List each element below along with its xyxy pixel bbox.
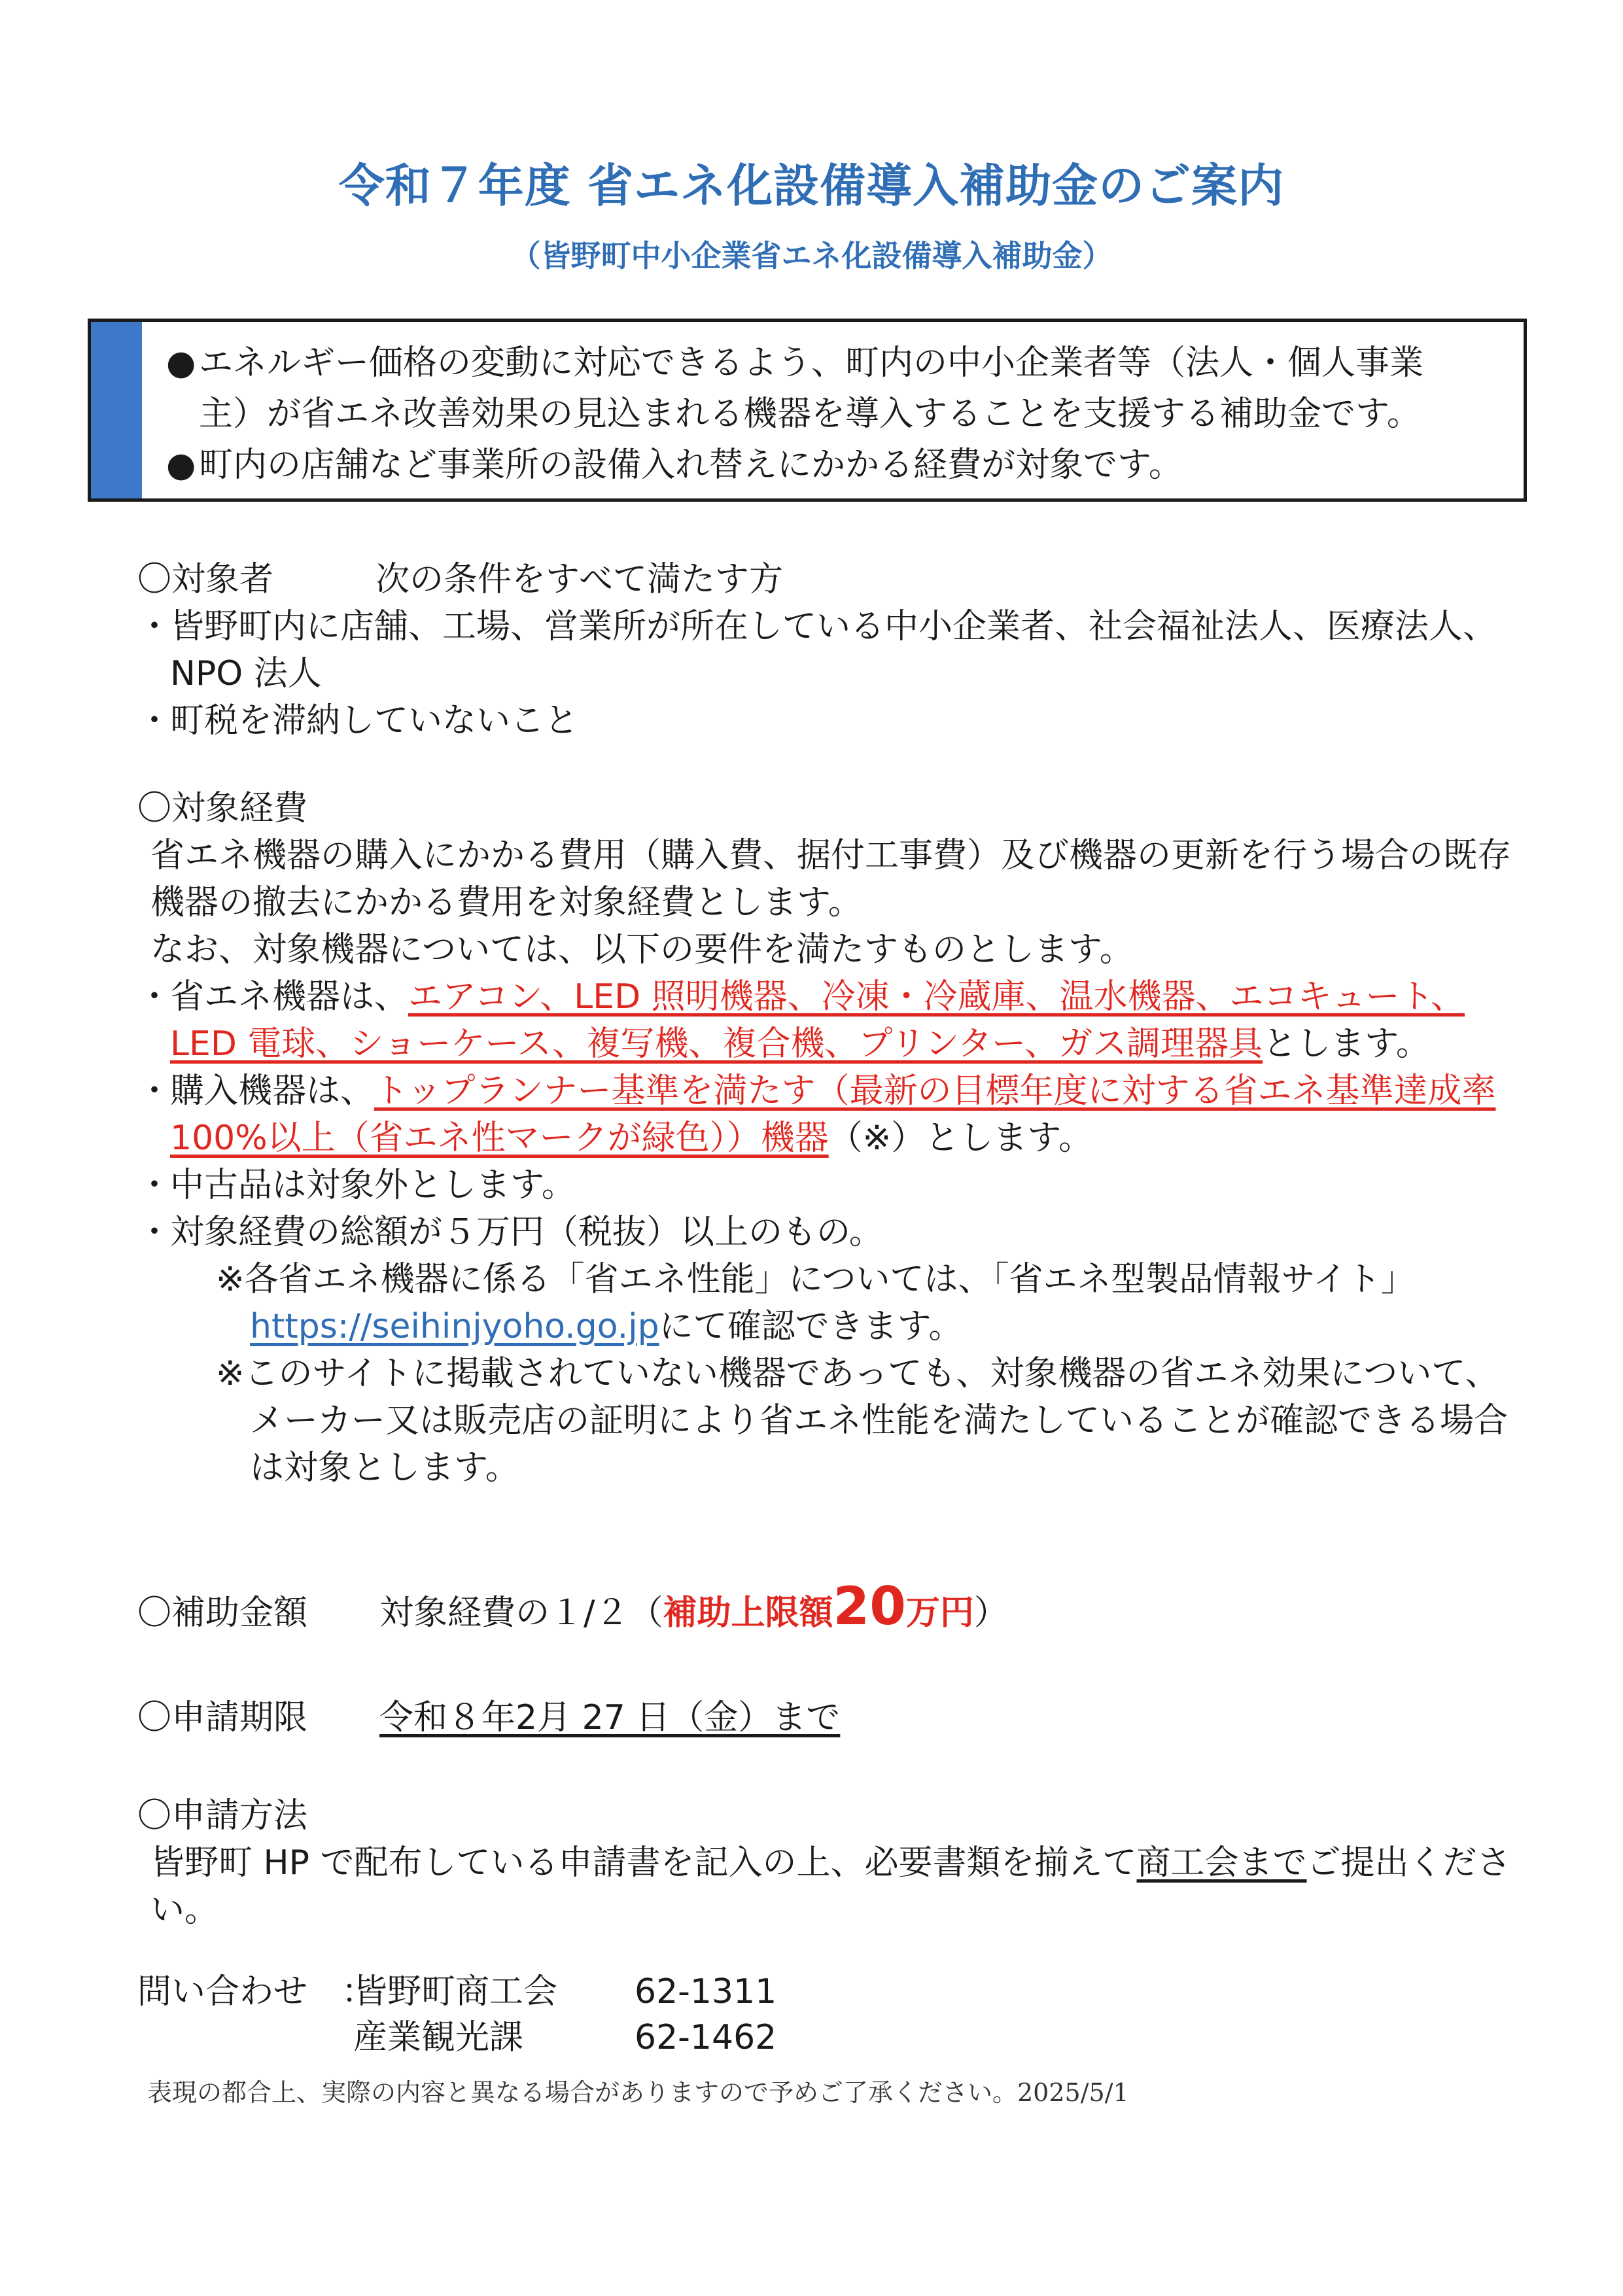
list-item: ・ 皆野町内に店舗、工場、営業所が所在している中小企業者、社会福祉法人、医療法人、NPO 法人: [137, 607, 1497, 693]
bullet-icon: ●: [166, 343, 196, 383]
method-heading: 〇申請方法: [137, 1796, 308, 1835]
amount-section: 〇補助金額 対象経費の１/２（補助上限額20万円）: [137, 1576, 1008, 1637]
phone-number: 62-1311: [635, 1972, 777, 2011]
deadline-value: 令和８年2月 27 日（金）まで: [379, 1698, 841, 1737]
toprunner-highlight: トップランナー基準を満たす（最新の目標年度に対する省エネ基準達成率 100%以上（省エネ性マークが緑色））機器: [170, 1071, 1496, 1158]
page-title: 令和７年度 省エネ化設備導入補助金のご案内: [338, 159, 1285, 213]
product-info-site-link[interactable]: https://seihinjyoho.go.jp: [250, 1307, 659, 1346]
contact-row: 問い合わせ ： 皆野町商工会 62-1311: [137, 1969, 777, 2015]
chamber-of-commerce-underline: 商工会まで: [1136, 1843, 1307, 1883]
contact-section: [137, 1969, 777, 2061]
summary-line-1: ● エネルギー価格の変動に対応できるよう、町内の中小企業者等（法人・個人事業: [166, 338, 1504, 389]
page-subtitle: （皆野町中小企業省エネ化設備導入補助金）: [510, 238, 1113, 273]
summary-box: [88, 319, 1527, 502]
target-section: [137, 556, 1511, 744]
list-item: ・ 中古品は対象外とします。: [137, 1166, 576, 1205]
method-section: 〇申請方法 皆野町 HP で配布している申請書を記入の上、必要書類を揃えて商工会までご提出ください。: [137, 1792, 1511, 1934]
summary-accent-bar: [91, 322, 142, 498]
deadline-label: 〇申請期限: [137, 1698, 308, 1737]
phone-number: 62-1462: [635, 2018, 777, 2057]
list-item: ・ 対象経費の総額が５万円（税抜）以上のもの。: [137, 1213, 883, 1252]
contact-label: 問い合わせ ：: [137, 1972, 376, 2011]
summary-line-2: ● 町内の店舗など事業所の設備入れ替えにかかる経費が対象です。: [166, 440, 1504, 491]
bullet-icon: ●: [166, 445, 196, 485]
expense-heading: 〇対象経費: [137, 789, 308, 828]
disclaimer-footer: 表現の都合上、実際の内容と異なる場合がありますので予めご了承ください。2025/5/1: [147, 2078, 1129, 2107]
limit-unit: 万円: [905, 1593, 974, 1633]
expense-paragraph-2: なお、対象機器については、以下の要件を満たすものとします。: [150, 930, 1134, 969]
list-item: ・ 購入機器は、トップランナー基準を満たす（最新の目標年度に対する省エネ基準達成率 100%以上（省エネ性マークが緑色））機器（※）とします。: [137, 1071, 1496, 1158]
contact-row: 産業観光課 62-1462: [137, 2015, 777, 2061]
summary-line-1-continued: 主）が省エネ改善効果の見込まれる機器を導入することを支援する補助金です。: [199, 394, 1421, 434]
expense-section: [137, 785, 1511, 1491]
note-2: ※このサイトに掲載されていない機器であっても、対象機器の省エネ効果について、メーカー又は販売店の証明により省エネ性能を満たしていることが確認できる場合は対象とします。: [216, 1354, 1508, 1487]
deadline-section: [137, 1694, 1511, 1741]
note-1: ※各省エネ機器に係る「省エネ性能」については、「省エネ型製品情報サイト」 https://seihinjyoho.go.jpにて確認できます。: [216, 1260, 1415, 1346]
limit-label: 補助上限額: [663, 1593, 833, 1633]
amount-label: 〇補助金額: [137, 1593, 308, 1633]
list-item: ・ 町税を滞納していないこと: [137, 701, 579, 740]
expense-paragraph-1: 省エネ機器の購入にかかる費用（購入費、据付工事費）及び機器の更新を行う場合の既存機器の撤去にかかる費用を対象経費とします。: [150, 836, 1512, 922]
target-heading: 〇対象者 次の条件をすべて満たす方: [137, 560, 783, 599]
list-item: ・ 省エネ機器は、エアコン、LED 照明機器、冷凍・冷蔵庫、温水機器、エコキュート、LED 電球、ショーケース、複写機、複合機、プリンター、ガス調理器具とします。: [137, 977, 1465, 1064]
eligible-devices-highlight: エアコン、LED 照明機器、冷凍・冷蔵庫、温水機器、エコキュート、LED 電球、ショーケース、複写機、複合機、プリンター、ガス調理器具: [170, 977, 1465, 1064]
limit-value: 20: [833, 1576, 906, 1637]
